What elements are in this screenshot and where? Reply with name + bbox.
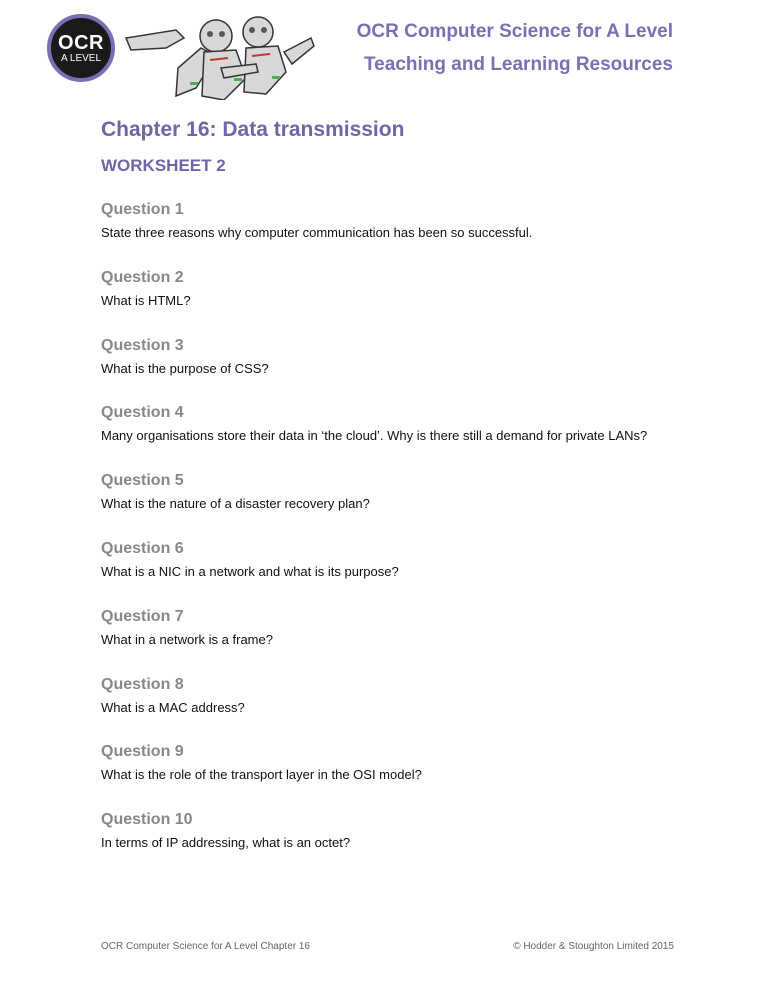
series-title: OCR Computer Science for A Level [356,21,673,42]
question-label: Question 4 [101,404,184,422]
series-subtitle: Teaching and Learning Resources [363,54,673,75]
question-text: What is the purpose of CSS? [101,360,269,376]
question-label: Question 9 [101,743,184,761]
question-label: Question 5 [101,472,184,490]
ocr-logo [47,14,115,82]
question-list [101,200,721,878]
question-item [101,675,721,743]
question-text: What is the role of the transport layer in the OSI model? [101,767,422,783]
footer-book-title: OCR Computer Science for A Level Chapter 16 [101,941,310,952]
question-label: Question 2 [101,268,184,286]
question-item [101,200,721,268]
chapter-title: Chapter 16: Data transmission [101,118,405,141]
header-logo [44,8,316,100]
question-text: What in a network is a frame? [101,631,273,647]
question-text: Many organisations store their data in ‘the cloud’. Why is there still a demand for private LANs? [101,428,648,444]
question-item [101,471,721,539]
question-item [101,810,721,878]
question-label: Question 1 [101,201,184,218]
robots-illustration [106,8,316,100]
question-item [101,403,721,471]
question-label: Question 8 [101,675,184,693]
question-text: What is a MAC address? [101,699,245,715]
question-label: Question 3 [101,336,184,354]
question-item [101,539,721,607]
logo-subtitle: A LEVEL [60,53,102,64]
question-item [101,742,721,810]
question-text: What is the nature of a disaster recovery plan? [101,496,370,512]
question-item [101,336,721,404]
question-item [101,268,721,336]
question-text: What is HTML? [101,292,191,308]
footer-copyright: © Hodder & Stoughton Limited 2015 [513,941,674,952]
question-text: In terms of IP addressing, what is an octet? [101,835,351,851]
question-label: Question 10 [101,811,193,829]
question-item [101,607,721,675]
question-label: Question 6 [101,539,184,557]
logo-name: OCR [58,32,104,54]
question-label: Question 7 [101,607,184,625]
question-text: State three reasons why computer communication has been so successful. [101,225,533,240]
question-text: What is a NIC in a network and what is its purpose? [101,563,399,579]
worksheet-heading: WORKSHEET 2 [101,156,226,175]
